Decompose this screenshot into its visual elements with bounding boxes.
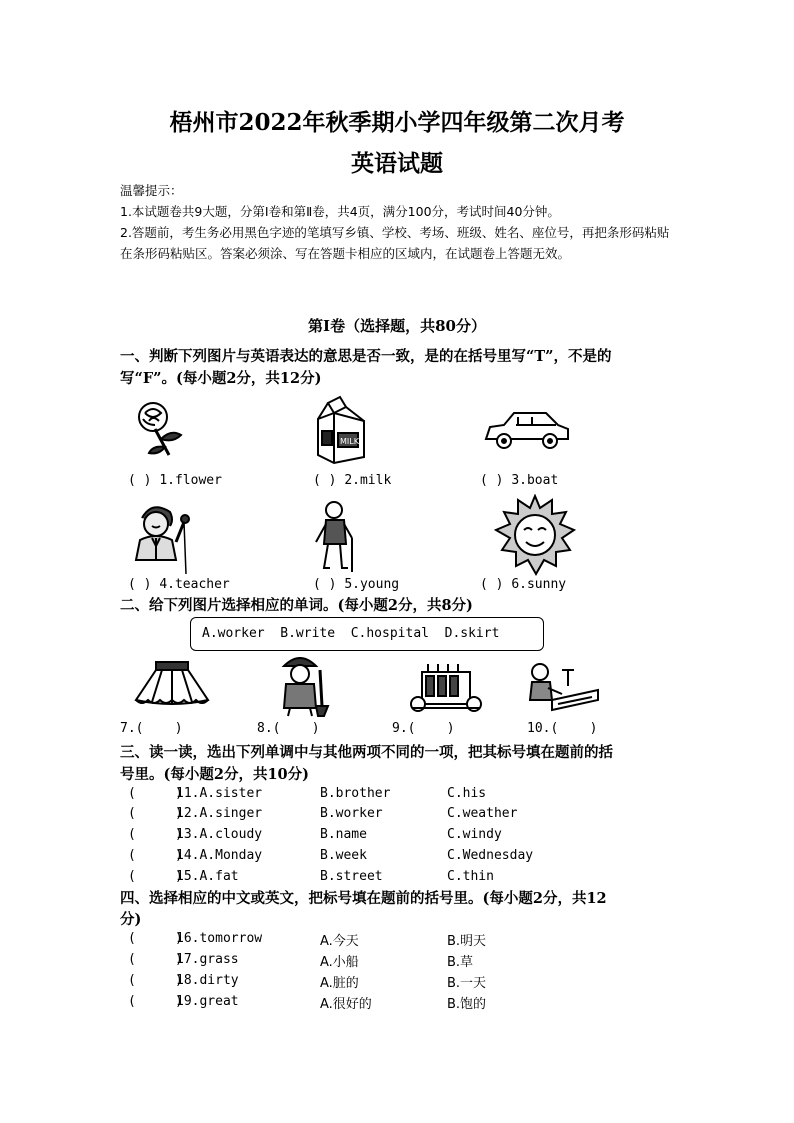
q14-option-b: B.week <box>320 848 367 863</box>
notes-header: 温馨提示： <box>120 183 183 198</box>
q16-word: 16.tomorrow <box>176 931 263 946</box>
q14-option-a: 14.A.Monday <box>176 848 263 863</box>
q19-paren[interactable]: ( ) <box>128 994 183 1009</box>
item1-text: 1.flower <box>159 473 222 488</box>
q15-option-b: B.street <box>320 869 383 884</box>
item5-paren[interactable]: ( ) <box>313 577 337 592</box>
item9-label[interactable]: 9.( ) <box>392 721 455 736</box>
q18-option-b: B.一天 <box>447 976 487 991</box>
item3-text: 3.boat <box>511 473 559 488</box>
item2-text: 2.milk <box>344 473 392 488</box>
notes-item-2: 2.答题前，考生务必用黑色字迹的笔填写乡镇、学校、考场、班级、姓名、座位号，再把条形码粘贴在条形码粘贴区。答案必须涂、写在答题卡相应的区域内，在试题卷上答题无效。 <box>120 225 670 261</box>
q13-option-b: B.name <box>320 827 367 842</box>
word-bank: A.worker B.write C.hospital D.skirt <box>202 626 500 641</box>
q13-option-a: 13.A.cloudy <box>176 827 263 842</box>
car-icon <box>482 405 572 455</box>
skirt-icon <box>132 656 212 710</box>
item5-text: 5.young <box>344 577 400 592</box>
item6-paren[interactable]: ( ) <box>480 577 504 592</box>
item10-label[interactable]: 10.( ) <box>527 721 598 736</box>
q15-option-c: C.thin <box>447 869 494 884</box>
section4-title-line2: 分) <box>120 911 142 928</box>
q19-word: 19.great <box>176 994 239 1009</box>
sun-icon <box>494 494 576 576</box>
q12-paren[interactable]: ( ) <box>128 806 183 821</box>
q14-paren[interactable]: ( ) <box>128 848 183 863</box>
q12-option-b: B.worker <box>320 806 383 821</box>
q12-option-c: C.weather <box>447 806 518 821</box>
q11-option-c: C.his <box>447 786 487 801</box>
item3-paren[interactable]: ( ) <box>480 473 504 488</box>
item7-label[interactable]: 7.( ) <box>120 721 183 736</box>
q16-option-b: B.明天 <box>447 934 487 949</box>
q15-option-a: 15.A.fat <box>176 869 239 884</box>
item1-paren[interactable]: ( ) <box>128 473 152 488</box>
item8-label[interactable]: 8.( ) <box>257 721 320 736</box>
worker-icon <box>272 652 336 718</box>
q12-option-a: 12.A.singer <box>176 806 263 821</box>
page-subtitle: 英语试题 <box>351 150 443 177</box>
item2-paren[interactable]: ( ) <box>313 473 337 488</box>
section3-title-line2: 号里。(每小题2分，共10分) <box>120 766 309 783</box>
q17-paren[interactable]: ( ) <box>128 952 183 967</box>
volume-heading: 第Ⅰ卷（选择题，共80分） <box>308 317 486 335</box>
q17-option-b: B.草 <box>447 955 474 970</box>
item4-paren[interactable]: ( ) <box>128 577 152 592</box>
q19-option-b: B.饱的 <box>447 997 487 1012</box>
q18-paren[interactable]: ( ) <box>128 973 183 988</box>
q11-option-b: B.brother <box>320 786 391 801</box>
q14-option-c: C.Wednesday <box>447 848 534 863</box>
q17-word: 17.grass <box>176 952 239 967</box>
section1-title-line2: 写“F”。(每小题2分，共12分) <box>120 370 322 387</box>
q16-paren[interactable]: ( ) <box>128 931 183 946</box>
writing-icon <box>522 660 602 716</box>
q18-option-a: A.脏的 <box>320 976 359 991</box>
q11-option-a: 11.A.sister <box>176 786 263 801</box>
section1-title-line1: 一、判断下列图片与英语表达的意思是否一致，是的在括号里写“T”，不是的 <box>120 348 612 365</box>
section2-title: 二、给下列图片选择相应的单词。(每小题2分，共8分) <box>120 597 473 614</box>
q19-option-a: A.很好的 <box>320 997 372 1012</box>
q18-word: 18.dirty <box>176 973 239 988</box>
notes-block <box>120 180 680 264</box>
q11-paren[interactable]: ( ) <box>128 786 183 801</box>
q15-paren[interactable]: ( ) <box>128 869 183 884</box>
section4-title-line1: 四、选择相应的中文或英文，把标号填在题前的括号里。(每小题2分，共12 <box>120 890 607 907</box>
notes-item-1: 1.本试题卷共9大题，分第Ⅰ卷和第Ⅱ卷，共4页，满分100分，考试时间40分钟。 <box>120 204 560 219</box>
hospital-icon <box>408 658 484 716</box>
milk-carton-icon <box>310 393 372 465</box>
rose-icon <box>125 395 195 465</box>
q13-option-c: C.windy <box>447 827 502 842</box>
page-title: 梧州市2022年秋季期小学四年级第二次月考 <box>169 109 625 136</box>
section3-title-line1: 三、读一读，选出下列单调中与其他两项不同的一项，把其标号填在题前的括 <box>120 744 613 761</box>
q17-option-a: A.小船 <box>320 955 359 970</box>
old-man-icon <box>312 498 364 574</box>
svg-text:MILK: MILK <box>340 437 359 446</box>
q13-paren[interactable]: ( ) <box>128 827 183 842</box>
q16-option-a: A.今天 <box>320 934 359 949</box>
singer-icon <box>128 498 196 574</box>
item4-text: 4.teacher <box>159 577 230 592</box>
item6-text: 6.sunny <box>511 577 567 592</box>
